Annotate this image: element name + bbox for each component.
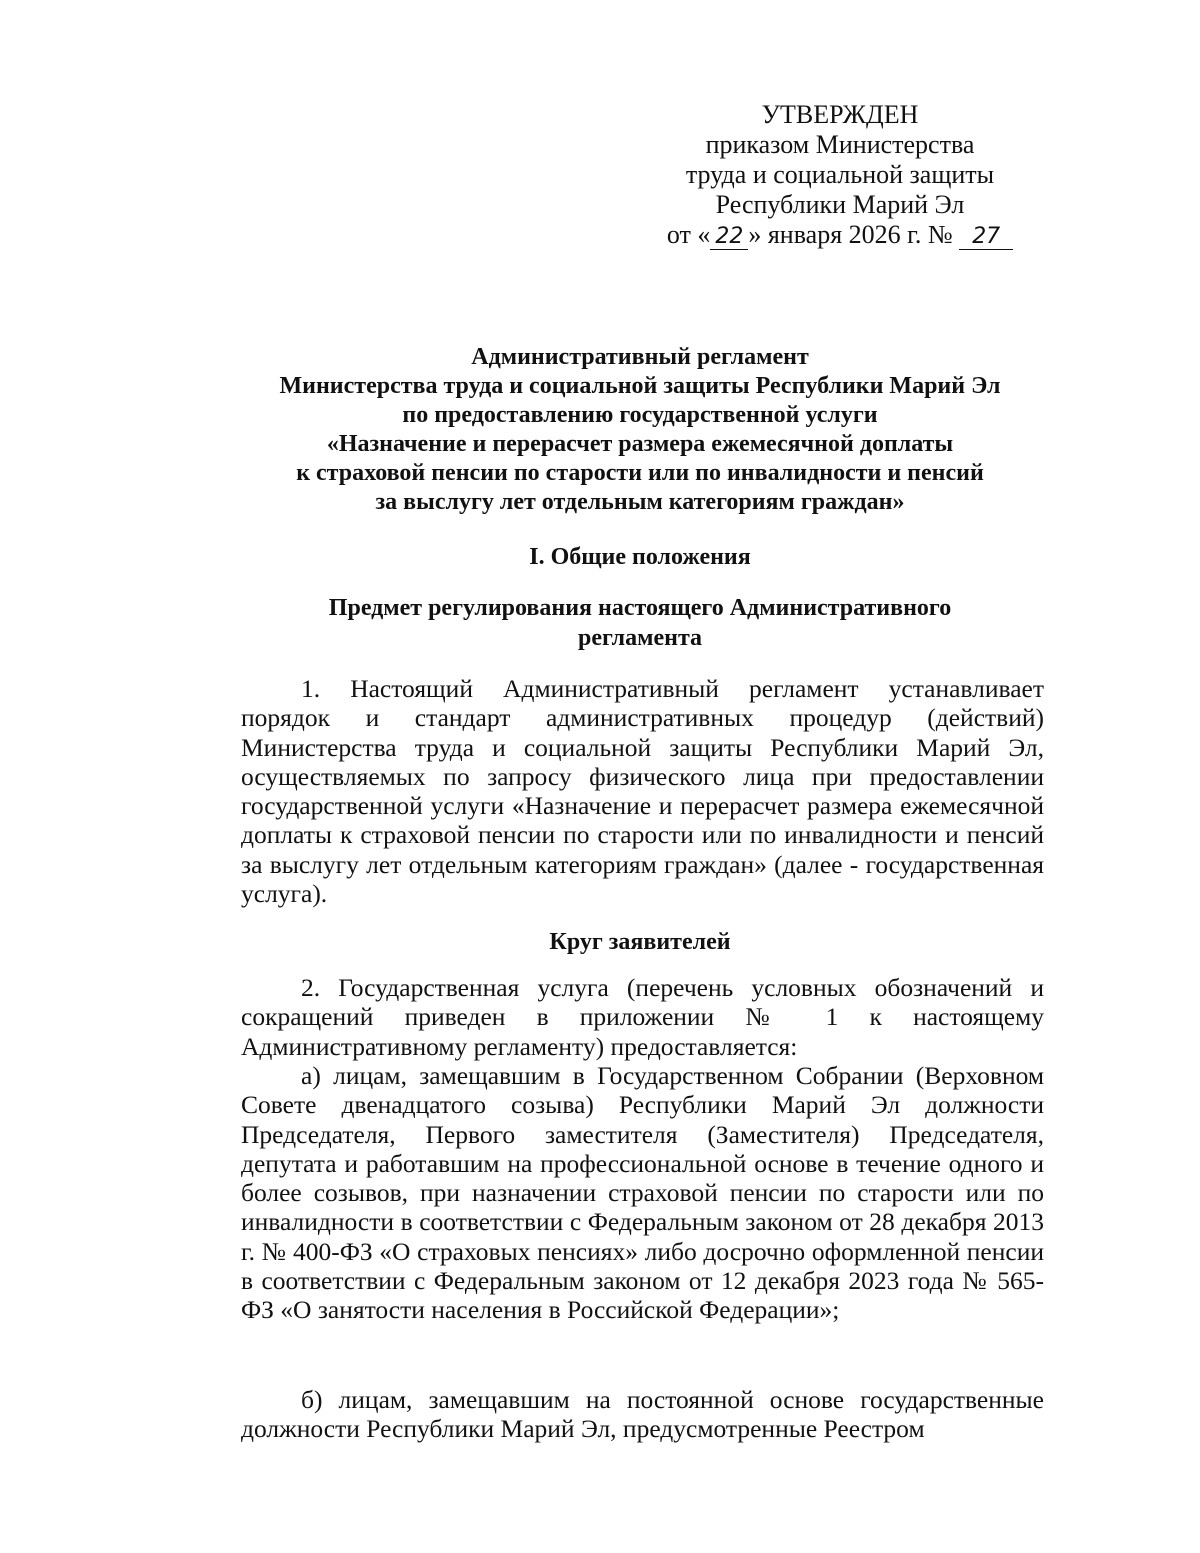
approval-line: труда и социальной защиты: [685, 160, 995, 189]
subsection-heading: Круг заявителей: [549, 929, 731, 955]
section-heading: I. Общие положения: [529, 544, 751, 570]
title-line: Административный регламент: [471, 344, 809, 370]
approval-heading: УТВЕРЖДЕН: [761, 100, 919, 129]
title-line: по предоставлению государственной услуги: [402, 402, 878, 428]
title-line: Министерства труда и социальной защиты Республики Марий Эл: [279, 373, 1001, 399]
handwritten-order-number: 27: [959, 225, 1013, 250]
approval-line: Республики Марий Эл: [715, 190, 965, 219]
approval-line: приказом Министерства: [705, 130, 975, 159]
approval-stamp: [640, 100, 1040, 250]
document-title: [200, 343, 1080, 517]
list-item-b: б) лицам, замещавшим на постоянной основе государственные должности Республики Марий Эл, предусмотренные Реестром: [241, 1385, 1044, 1444]
date-middle: » января 2026 г. №: [748, 220, 953, 249]
paragraph-2: 2. Государственная услуга (перечень условных обозначений и сокращений приведен в приложении № 1 к настоящему Административному регламенту) предоставляется:: [241, 973, 1044, 1061]
title-line: за выслугу лет отдельным категориям граждан»: [375, 489, 905, 515]
paragraph-1: 1. Настоящий Административный регламент устанавливает порядок и стандарт административных процедур (действий) Министерства труда и социальной защиты Республики Марий Эл, осуществляемых по запросу физического лица при предоставлении государственной услуги «Назначение и перерасчет размера ежемесячной доплаты к страховой пенсии по старости или по инвалидности и пенсий за выслугу лет отдельным категориям граждан» (далее - государственная услуга).: [241, 674, 1044, 909]
subsection-heading: Предмет регулирования настоящего Административного регламента: [328, 595, 952, 651]
handwritten-day: 22: [710, 225, 748, 250]
title-line: к страховой пенсии по старости или по инвалидности и пенсий: [296, 460, 984, 486]
list-item-a: а) лицам, замещавшим в Государственном Собрании (Верховном Совете двенадцатого созыва) Республики Марий Эл должности Председателя, Первого заместителя (Заместителя) Председателя, депутата и работавшим на профессиональной основе в течение одного и более созывов, при назначении страховой пенсии по старости или по инвалидности в соответствии с Федеральным законом от 28 декабря 2013 г. № 400-ФЗ «О страховых пенсиях» либо досрочно оформленной пенсии в соответствии с Федеральным законом от 12 декабря 2023 года № 565-ФЗ «О занятости населения в Российской Федерации»;: [241, 1061, 1044, 1325]
date-prefix: от «: [666, 220, 711, 249]
approval-date-line: [640, 220, 1040, 250]
title-line: «Назначение и перерасчет размера ежемесячной доплаты: [326, 431, 954, 457]
